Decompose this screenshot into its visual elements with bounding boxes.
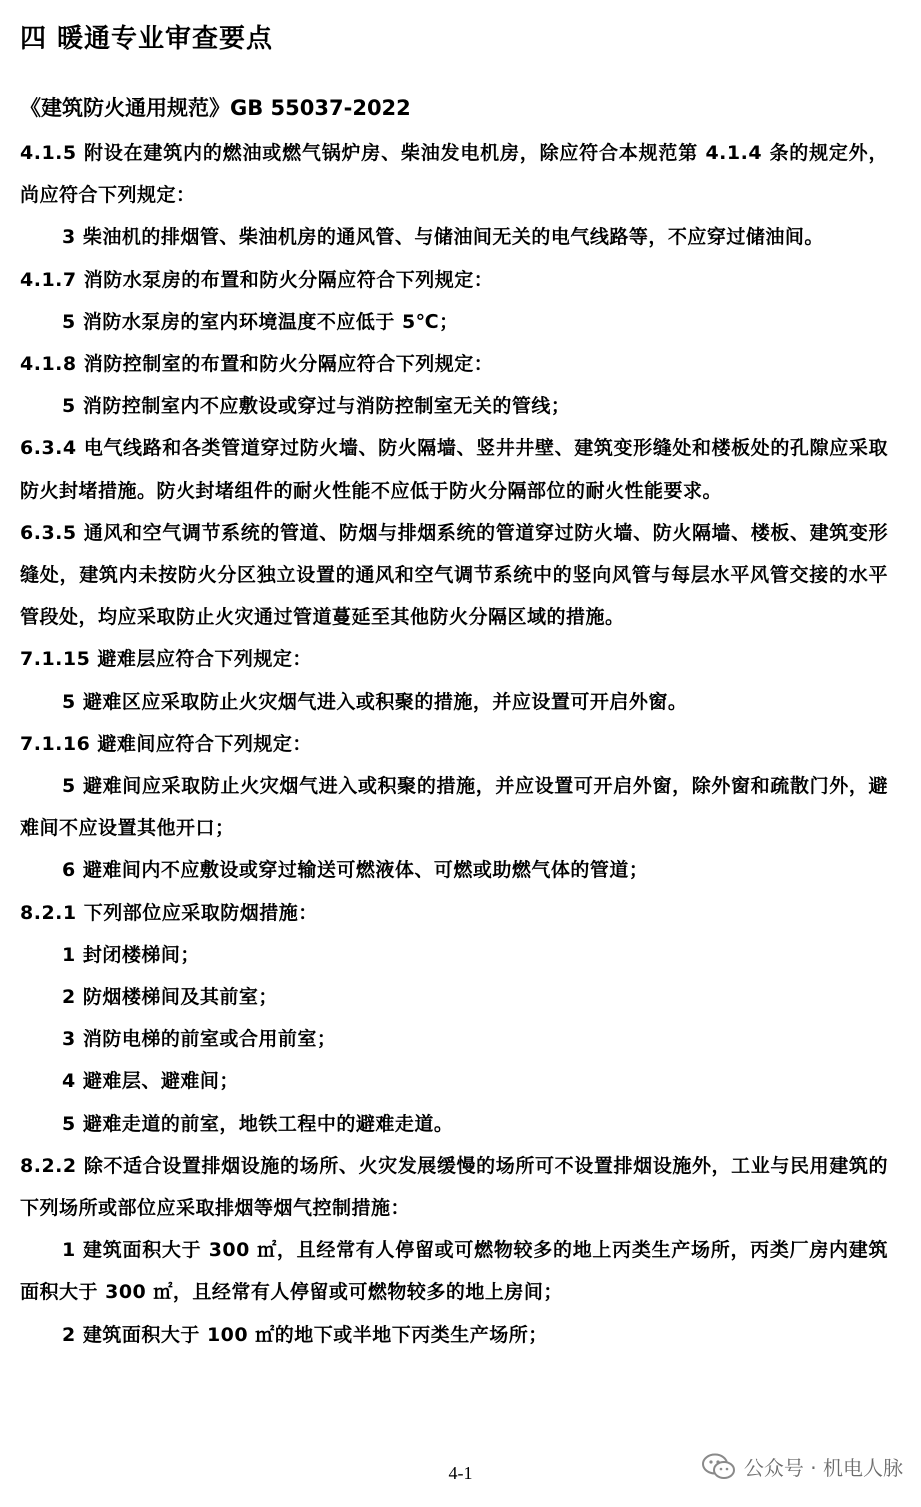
clause-paragraph: 6 避难间内不应敷设或穿过输送可燃液体、可燃或助燃气体的管道； <box>62 859 649 882</box>
clause-paragraph: 4.1.7 消防水泵房的布置和防火分隔应符合下列规定： <box>20 268 494 291</box>
wechat-icon <box>702 1453 736 1481</box>
clause-paragraph: 4 避难层、避难间； <box>62 1070 239 1093</box>
clause-paragraph: 7.1.15 避难层应符合下列规定： <box>20 648 312 671</box>
clause-paragraph: 5 消防水泵房的室内环境温度不应低于 5℃； <box>62 310 459 333</box>
clause-paragraph: 3 消防电梯的前室或合用前室； <box>62 1028 337 1051</box>
clause-paragraph: 2 建筑面积大于 100 ㎡的地下或半地下丙类生产场所； <box>62 1323 548 1346</box>
clause-paragraph: 1 封闭楼梯间； <box>62 943 200 966</box>
clause-paragraph: 3 柴油机的排烟管、柴油机房的通风管、与储油间无关的电气线路等，不应穿过储油间。 <box>62 226 824 249</box>
watermark <box>702 1452 903 1481</box>
clause-paragraph: 2 防烟楼梯间及其前室； <box>62 986 278 1009</box>
clause-paragraph: 4.1.8 消防控制室的布置和防火分隔应符合下列规定： <box>20 353 494 376</box>
clause-paragraph: 5 消防控制室内不应敷设或穿过与消防控制室无关的管线； <box>62 395 571 418</box>
page-number: 4-1 <box>448 1463 473 1483</box>
clause-paragraph: 5 避难间应采取防止火灾烟气进入或积聚的措施，并应设置可开启外窗，除外窗和疏散门外，避难间不应设置其他开口； <box>20 775 888 840</box>
clause-paragraph: 6.3.5 通风和空气调节系统的管道、防烟与排烟系统的管道穿过防火墙、防火隔墙、楼板、建筑变形缝处，建筑内未按防火分区独立设置的通风和空气调节系统中的竖向风管与每层水平风管交接的水平管段处，均应采取防止火灾通过管道蔓延至其他防火分隔区域的措施。 <box>20 521 888 629</box>
clause-list <box>20 132 888 1356</box>
clause-paragraph: 1 建筑面积大于 300 ㎡，且经常有人停留或可燃物较多的地上丙类生产场所，丙类厂房内建筑面积大于 300 ㎡，且经常有人停留或可燃物较多的地上房间； <box>20 1239 888 1304</box>
clause-paragraph: 5 避难走道的前室，地铁工程中的避难走道。 <box>62 1112 454 1135</box>
watermark-text: 公众号 · 机电人脉 <box>743 1456 903 1480</box>
clause-paragraph: 5 避难区应采取防止火灾烟气进入或积聚的措施，并应设置可开启外窗。 <box>62 690 688 713</box>
clause-paragraph: 6.3.4 电气线路和各类管道穿过防火墙、防火隔墙、竖井井壁、建筑变形缝处和楼板处的孔隙应采取防火封堵措施。防火封堵组件的耐火性能不应低于防火分隔部位的耐火性能要求。 <box>20 437 888 502</box>
clause-paragraph: 8.2.1 下列部位应采取防烟措施： <box>20 901 318 924</box>
clause-paragraph: 8.2.2 除不适合设置排烟设施的场所、火灾发展缓慢的场所可不设置排烟设施外，工业与民用建筑的下列场所或部位应采取排烟等烟气控制措施： <box>20 1154 888 1220</box>
section-heading: 四 暖通专业审查要点 <box>20 24 274 54</box>
standard-title: 《建筑防火通用规范》GB 55037-2022 <box>20 96 411 120</box>
clause-paragraph: 7.1.16 避难间应符合下列规定： <box>20 732 312 755</box>
clause-paragraph: 4.1.5 附设在建筑内的燃油或燃气锅炉房、柴油发电机房，除应符合本规范第 4.1.4 条的规定外，尚应符合下列规定： <box>20 142 888 207</box>
